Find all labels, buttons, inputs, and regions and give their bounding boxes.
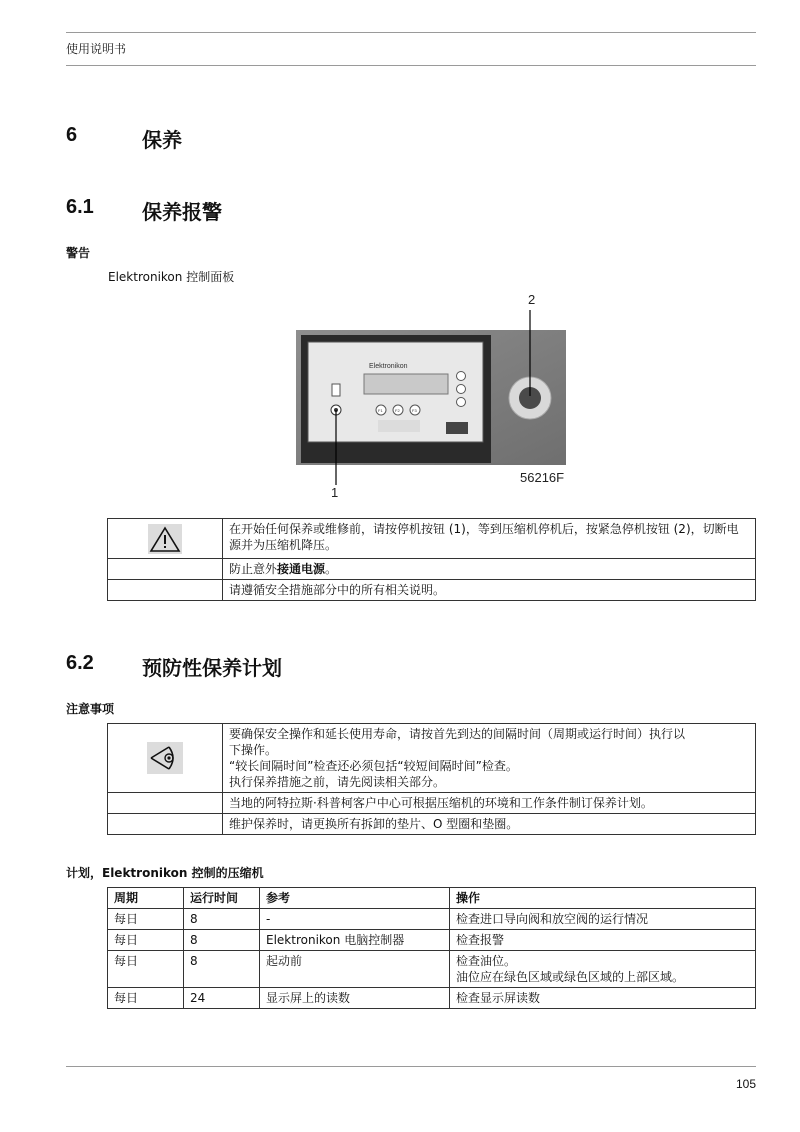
section-title: 预防性保养计划: [142, 656, 282, 680]
section-number: 6: [66, 124, 78, 146]
col-hours: 运行时间: [184, 888, 260, 909]
atlas-logo: [446, 422, 468, 434]
callout-1-label: 1: [331, 485, 339, 500]
table-row: 每日 8 - 检查进口导向阀和放空阀的运行情况: [108, 909, 756, 930]
col-period: 周期: [108, 888, 184, 909]
figure-code: 56216F: [520, 470, 565, 485]
schedule-label: 计划，Elektronikon 控制的压缩机: [66, 866, 264, 880]
status-leds: [378, 420, 420, 432]
eye-icon: [147, 742, 183, 774]
table-row: 每日 8 Elektronikon 电脑控制器 检查报警: [108, 930, 756, 951]
schedule-table: [107, 887, 756, 1009]
header-bottom-rule: [66, 65, 756, 66]
section-number: 6.1: [66, 196, 94, 218]
section-title: 保养报警: [142, 200, 222, 224]
notice-table: [107, 723, 756, 835]
warning-icon-cell: [108, 519, 223, 559]
section-number: 6.2: [66, 652, 94, 674]
key-label-f3: F3: [412, 408, 417, 413]
col-reference: 参考: [260, 888, 450, 909]
col-action: 操作: [450, 888, 756, 909]
header-top-rule: [66, 32, 756, 33]
table-row: 每日 24 显示屏上的读数 检查显示屏读数: [108, 988, 756, 1009]
warning-text-3: 请遵循安全措施部分中的所有相关说明。: [223, 580, 756, 601]
control-panel-photo: [296, 310, 566, 490]
display-window: [364, 374, 448, 394]
notice-text-1: 要确保安全操作和延长使用寿命，请按首先到达的间隔时间（周期或运行时间）执行以 下操作。 “较长间隔时间”检查还必须包括“较短间隔时间”检查。 执行保养措施之前，请先阅读相关部分。: [223, 724, 756, 793]
section-6-1-heading: [66, 196, 366, 224]
brand-text: Elektronikon: [369, 363, 408, 370]
callout-2-label: 2: [528, 292, 536, 307]
warning-text-2: 防止意外接通电源。: [223, 559, 756, 580]
notice-text-3: 维护保养时，请更换所有拆卸的垫片、O 型圈和垫圈。: [223, 814, 756, 835]
key-label-f2: F2: [395, 408, 400, 413]
warning-table: [107, 518, 756, 601]
warning-text-1: 在开始任何保养或维修前，请按停机按钮 (1)，等到压缩机停机后，按紧急停机按钮 (2)，切断电源并为压缩机降压。: [223, 519, 756, 559]
key-label-f1: F1: [378, 408, 383, 413]
tab-key: [457, 385, 466, 394]
page-number: 105: [735, 1077, 756, 1091]
warning-triangle-icon: [148, 524, 182, 554]
notice-text-2: 当地的阿特拉斯·科普柯客户中心可根据压缩机的环境和工作条件制订保养计划。: [223, 793, 756, 814]
table-row: 每日 8 起动前 检查油位。 油位应在绿色区域或绿色区域的上部区域。: [108, 951, 756, 988]
notice-icon-cell: [108, 724, 223, 793]
warning-label: 警告: [66, 246, 91, 260]
notice-label: 注意事项: [66, 702, 115, 716]
document-title: 使用说明书: [66, 42, 127, 56]
section-6-heading: [66, 124, 366, 152]
section-6-2-heading: [66, 652, 466, 680]
footer-rule: [66, 1066, 756, 1067]
scroll-up-key: [457, 372, 466, 381]
start-button: [332, 384, 340, 396]
scroll-down-key: [457, 398, 466, 407]
section-title: 保养: [142, 128, 182, 152]
figure-caption: Elektronikon 控制面板: [108, 270, 235, 284]
table-header-row: [108, 888, 756, 909]
